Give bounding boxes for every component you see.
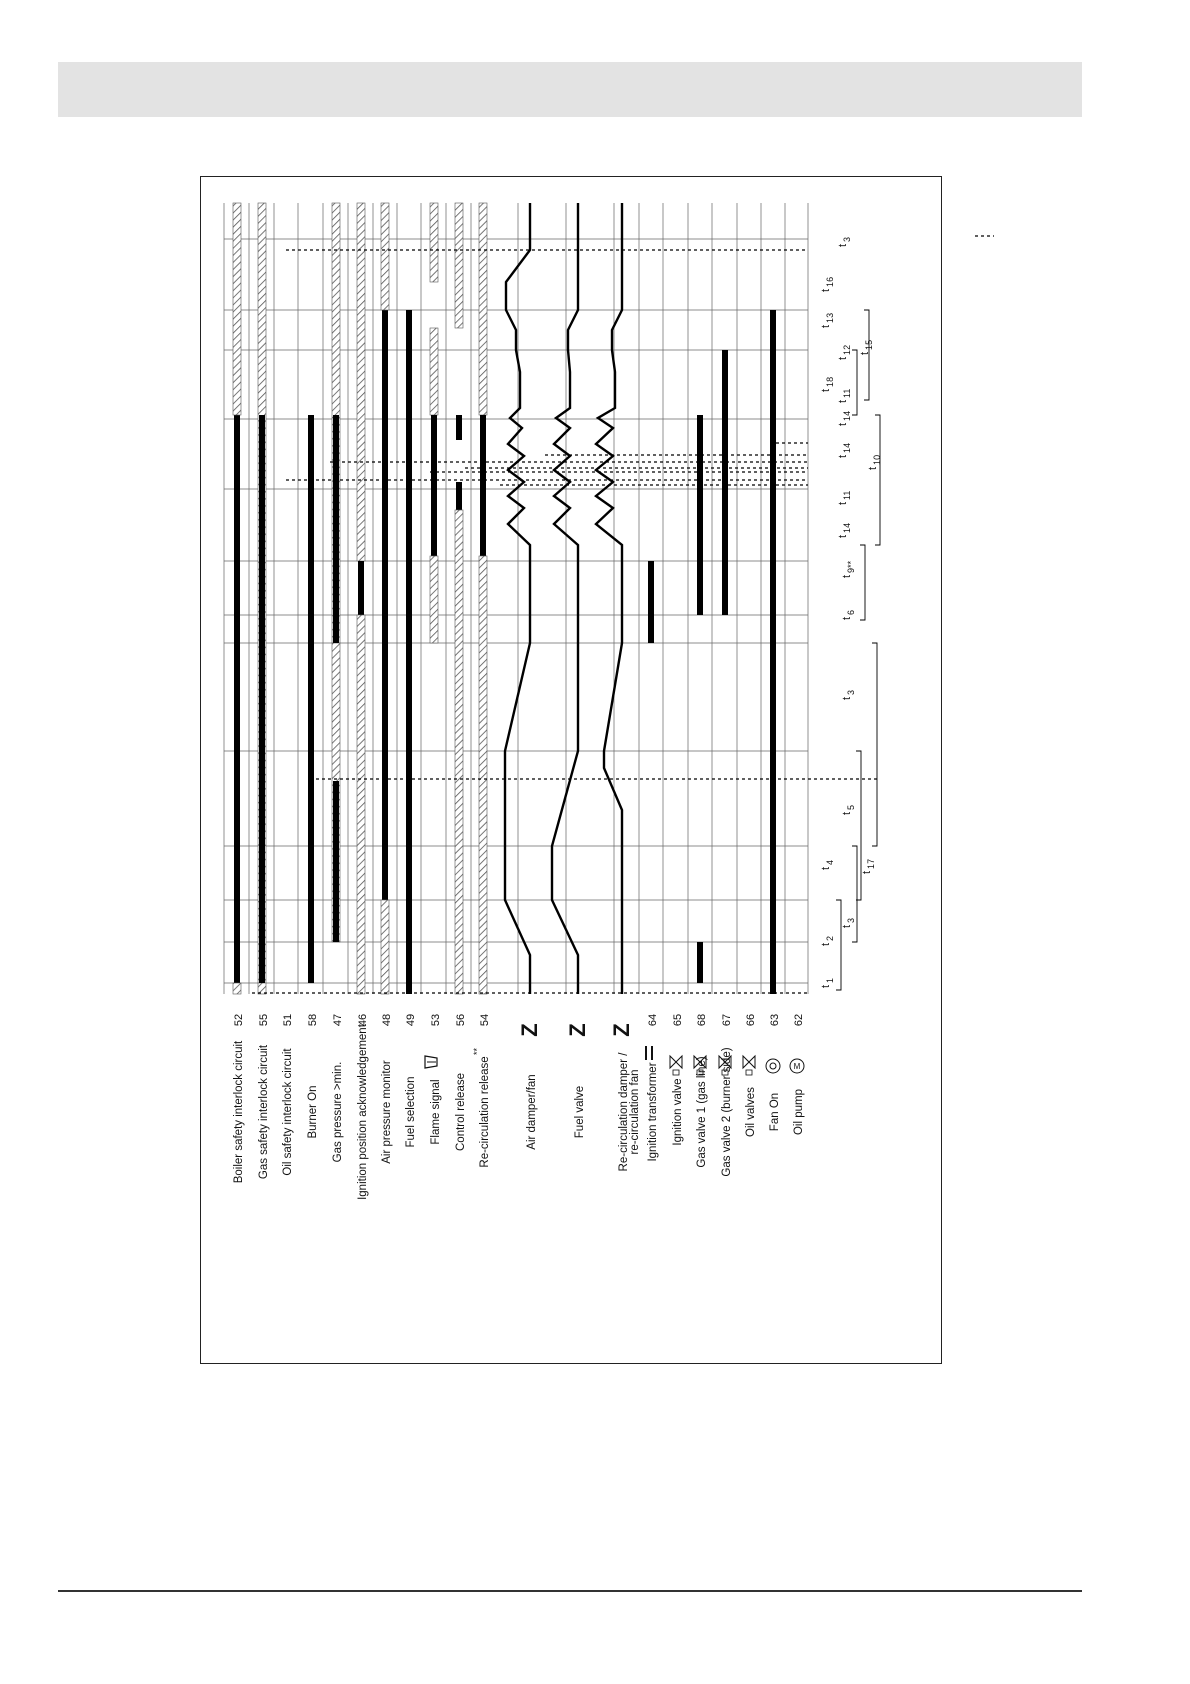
signal-number: 67 (721, 1013, 733, 1027)
signal-active-bar (333, 781, 339, 942)
signal-optional-bar (381, 900, 389, 994)
signal-label-suffix: ** (472, 1047, 482, 1055)
signal-optional-bar (430, 328, 438, 415)
signal-optional-bar (233, 983, 241, 994)
signal-label: Boiler safety interlock circuit (233, 1040, 245, 1184)
signal-label: Ignition transformer (647, 1062, 659, 1162)
signal-number: 53 (430, 1013, 442, 1027)
signal-label: Fuel selection (405, 1076, 417, 1148)
signal-optional-bar (381, 203, 389, 310)
signal-label: Fan On (769, 1092, 781, 1132)
time-interval-label: $t_{14}$ (837, 522, 852, 538)
signal-label: Control release (455, 1073, 467, 1151)
signal-number: 56 (455, 1013, 467, 1027)
signal-label: Air pressure monitor (381, 1060, 393, 1164)
signal-active-bar (431, 415, 437, 556)
time-interval-label: $t_{13}$ (820, 312, 835, 328)
signal-number: 58 (307, 1013, 319, 1027)
interval-bracket (836, 900, 841, 990)
time-interval-label: $t_{10}$ (867, 454, 882, 470)
interval-bracket (875, 415, 880, 545)
signal-label: Flame signal (430, 1079, 442, 1145)
valve-icon (743, 1056, 755, 1075)
signal-number: 55 (258, 1013, 270, 1027)
time-interval-label: $t_{14}$ (837, 442, 852, 458)
signal-active-bar (358, 561, 364, 615)
signal-optional-bar (479, 556, 487, 994)
signal-number: 63 (769, 1013, 781, 1027)
time-interval-label: $t_3$ (841, 689, 856, 700)
signal-number: 65 (672, 1013, 684, 1027)
pump-motor-icon (790, 1059, 804, 1073)
time-interval-label: $t_{18}$ (820, 376, 835, 392)
signal-label: Re-circulation damper / (618, 1052, 630, 1172)
signal-active-bar (456, 482, 462, 510)
signal-number: 52 (233, 1013, 245, 1027)
signal-optional-bar (430, 203, 438, 282)
signal-number: 46 (357, 1013, 369, 1027)
transformer-icon (646, 1046, 652, 1060)
signal-label: Gas valve 2 (burner side) (721, 1047, 733, 1177)
time-interval-label: $t_1$ (820, 977, 835, 988)
time-interval-label: $t_5$ (841, 804, 856, 815)
signal-optional-bar (357, 203, 365, 561)
time-interval-label: $t_{11}$ (837, 388, 852, 403)
signal-optional-bar (430, 556, 438, 643)
interval-bracket (860, 545, 865, 620)
analog-position-curve (596, 203, 622, 994)
signal-number: 62 (793, 1013, 805, 1027)
analog-position-curve (552, 203, 578, 994)
time-interval-label: $t_4$ (820, 859, 835, 870)
time-interval-label: $t_{17}$ (861, 858, 876, 874)
signal-label: Re-circulation release (479, 1056, 491, 1168)
signal-label: Gas safety interlock circuit (258, 1044, 270, 1180)
time-interval-label: $t_6$ (841, 609, 856, 620)
signal-optional-bar (455, 510, 463, 994)
signal-active-bar (259, 415, 265, 983)
signal-active-bar (308, 415, 314, 983)
time-interval-label: $t_3$ (841, 917, 856, 928)
signal-number: 64 (647, 1013, 659, 1027)
time-interval-label: $t_{16}$ (820, 276, 835, 292)
analog-signal-marker: Z (517, 1023, 542, 1037)
signal-optional-bar (455, 203, 463, 328)
signal-number: 47 (332, 1013, 344, 1027)
interval-bracket (852, 350, 857, 415)
signal-label: Ignition position acknowledgement (357, 1024, 369, 1200)
time-interval-label: $t_3$ (837, 236, 852, 247)
signal-label: Oil valves (745, 1087, 757, 1137)
signal-active-bar (406, 310, 412, 994)
signal-number: 48 (381, 1013, 393, 1027)
signal-active-bar (770, 310, 776, 994)
time-interval-label: $t_{12}$ (837, 344, 852, 360)
signal-label: Air damper/fan (526, 1074, 538, 1150)
signal-optional-bar (357, 615, 365, 994)
time-interval-label: $t_{14}$ (837, 410, 852, 426)
signal-label: Gas valve 1 (gas line) (696, 1056, 708, 1168)
analog-signal-marker: Z (609, 1023, 634, 1037)
signal-active-bar (697, 942, 703, 983)
flame-sensor-icon (425, 1056, 437, 1068)
signal-active-bar (234, 415, 240, 983)
interval-bracket (872, 643, 877, 846)
time-interval-label: $t_{15}$ (859, 339, 874, 355)
signal-label: Ignition valve (672, 1078, 684, 1146)
signal-label: Fuel valve (574, 1085, 586, 1139)
signal-optional-bar (258, 983, 266, 994)
analog-signal-marker: Z (565, 1023, 590, 1037)
signal-active-bar (382, 310, 388, 900)
time-interval-label: $t_{9**}$ (841, 560, 856, 578)
signal-number: 68 (696, 1013, 708, 1027)
signal-number: 51 (282, 1013, 294, 1027)
signal-active-bar (456, 415, 462, 440)
signal-label: Gas pressure >min. (332, 1061, 344, 1163)
analog-position-curve (505, 203, 530, 994)
signal-number: 54 (479, 1013, 491, 1027)
signal-label: Oil safety interlock circuit (282, 1048, 294, 1176)
signal-active-bar (480, 415, 486, 556)
signal-optional-bar (479, 203, 487, 415)
signal-active-bar (722, 350, 728, 615)
valve-icon (670, 1056, 682, 1075)
signal-optional-bar (233, 203, 241, 415)
time-interval-label: $t_2$ (820, 935, 835, 946)
signal-label: Burner On (307, 1085, 319, 1139)
signal-label-line2: re-circulation fan (629, 1069, 641, 1155)
fan-motor-icon (766, 1059, 780, 1073)
svg-text:M: M (793, 1062, 801, 1071)
signal-number: 49 (405, 1013, 417, 1027)
signal-active-bar (648, 561, 654, 643)
signal-active-bar (697, 415, 703, 615)
signal-number: 66 (745, 1013, 757, 1027)
signal-active-bar (333, 415, 339, 643)
signal-label: Oil pump (793, 1088, 805, 1136)
time-interval-label: $t_{11}$ (837, 490, 852, 505)
